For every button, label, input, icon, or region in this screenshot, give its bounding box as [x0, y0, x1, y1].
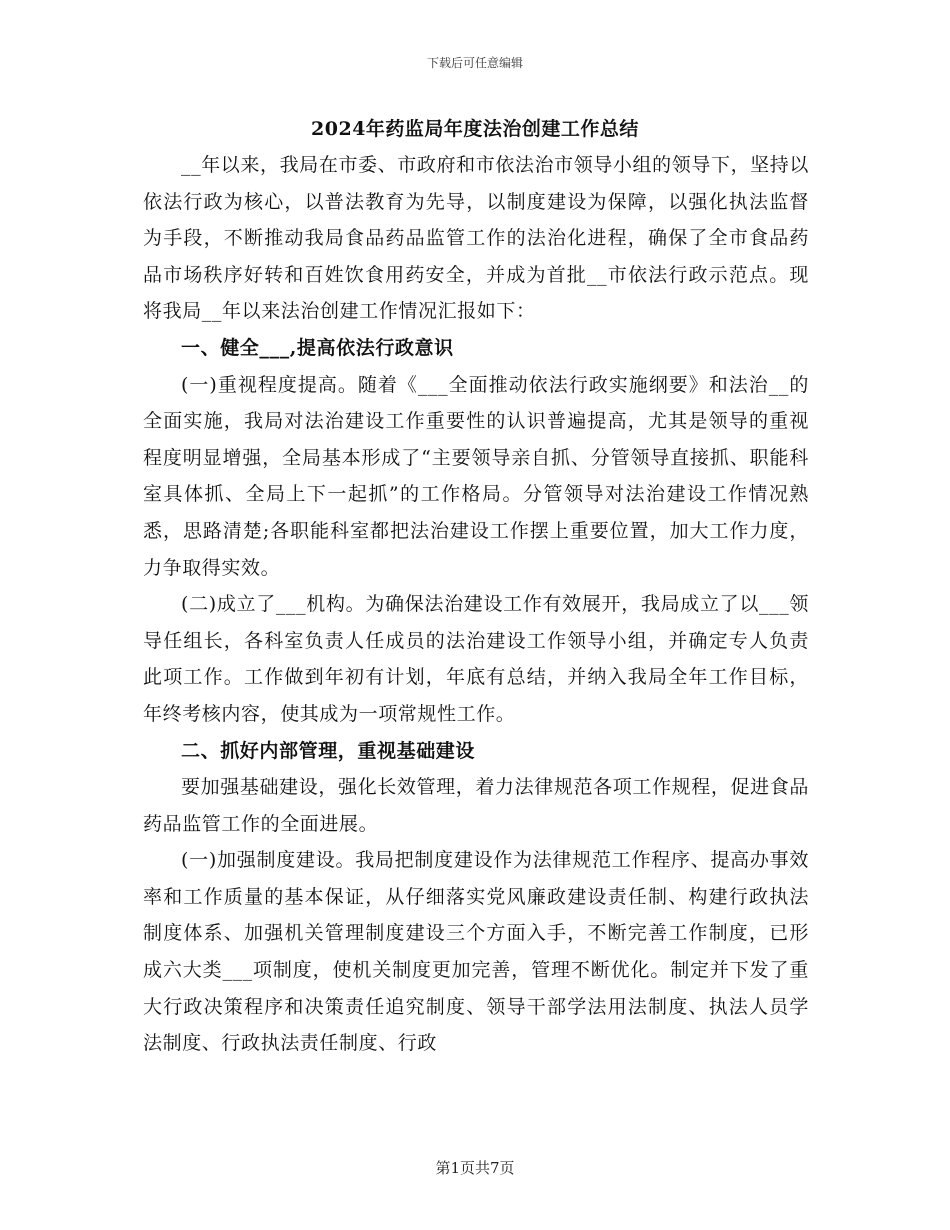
paragraph-1-1: (一)重视程度提高。随着《___全面推动依法行政实施纲要》和法治__的全面实施，我局对法治建设工作重要性的认识普遍提高，尤其是领导的重视程度明显增强，全局基本形成了“主要领导亲自抓、分管领导直接抓、职能科室具体抓、全局上下一起抓”的工作格局。分管领导对法治建设工作情况熟悉，思路清楚;各职能科室都把法治建设工作摆上重要位置，加大工作力度，力争取得实效。 — [143, 373, 809, 579]
section-heading-1: 一、健全___,提高依法行政意识 — [181, 336, 454, 359]
paragraph-2-intro: 要加强基础建设，强化长效管理，着力法律规范各项工作规程，促进食品药品监管工作的全面进展。 — [143, 776, 809, 835]
paragraph-1-2: (二)成立了___机构。为确保法治建设工作有效展开，我局成立了以___领导任组长，各科室负责人任成员的法治建设工作领导小组，并确定专人负责此项工作。工作做到年初有计划，年底有总结，并纳入我局全年工作目标，年终考核内容，使其成为一项常规性工作。 — [143, 593, 809, 725]
intro-paragraph: __年以来，我局在市委、市政府和市依法治市领导小组的领导下，坚持以依法行政为核心，以普法教育为先导，以制度建设为保障，以强化执法监督为手段，不断推动我局食品药品监管工作的法治化进程，确保了全市食品药品市场秩序好转和百姓饮食用药安全，并成为首批__市依法行政示范点。现将我局__年以来法治创建工作情况汇报如下： — [143, 154, 809, 323]
paragraph-2-1: (一)加强制度建设。我局把制度建设作为法律规范工作程序、提高办事效率和工作质量的基本保证，从仔细落实党风廉政建设责任制、构建行政执法制度体系、加强机关管理制度建设三个方面入手，不断完善工作制度，已形成六大类___项制度，使机关制度更加完善，管理不断优化。制定并下发了重大行政决策程序和决策责任追究制度、领导干部学法用法制度、执法人员学法制度、行政执法责任制度、行政 — [143, 849, 809, 1055]
download-note: 下载后可任意编辑 — [426, 56, 523, 70]
page-number: 第1页共7页 — [435, 1159, 515, 1177]
section-heading-2: 二、抓好内部管理，重视基础建设 — [181, 739, 476, 762]
document-title: 2024年药监局年度法治创建工作总结 — [311, 118, 639, 140]
document-body — [143, 147, 809, 1062]
